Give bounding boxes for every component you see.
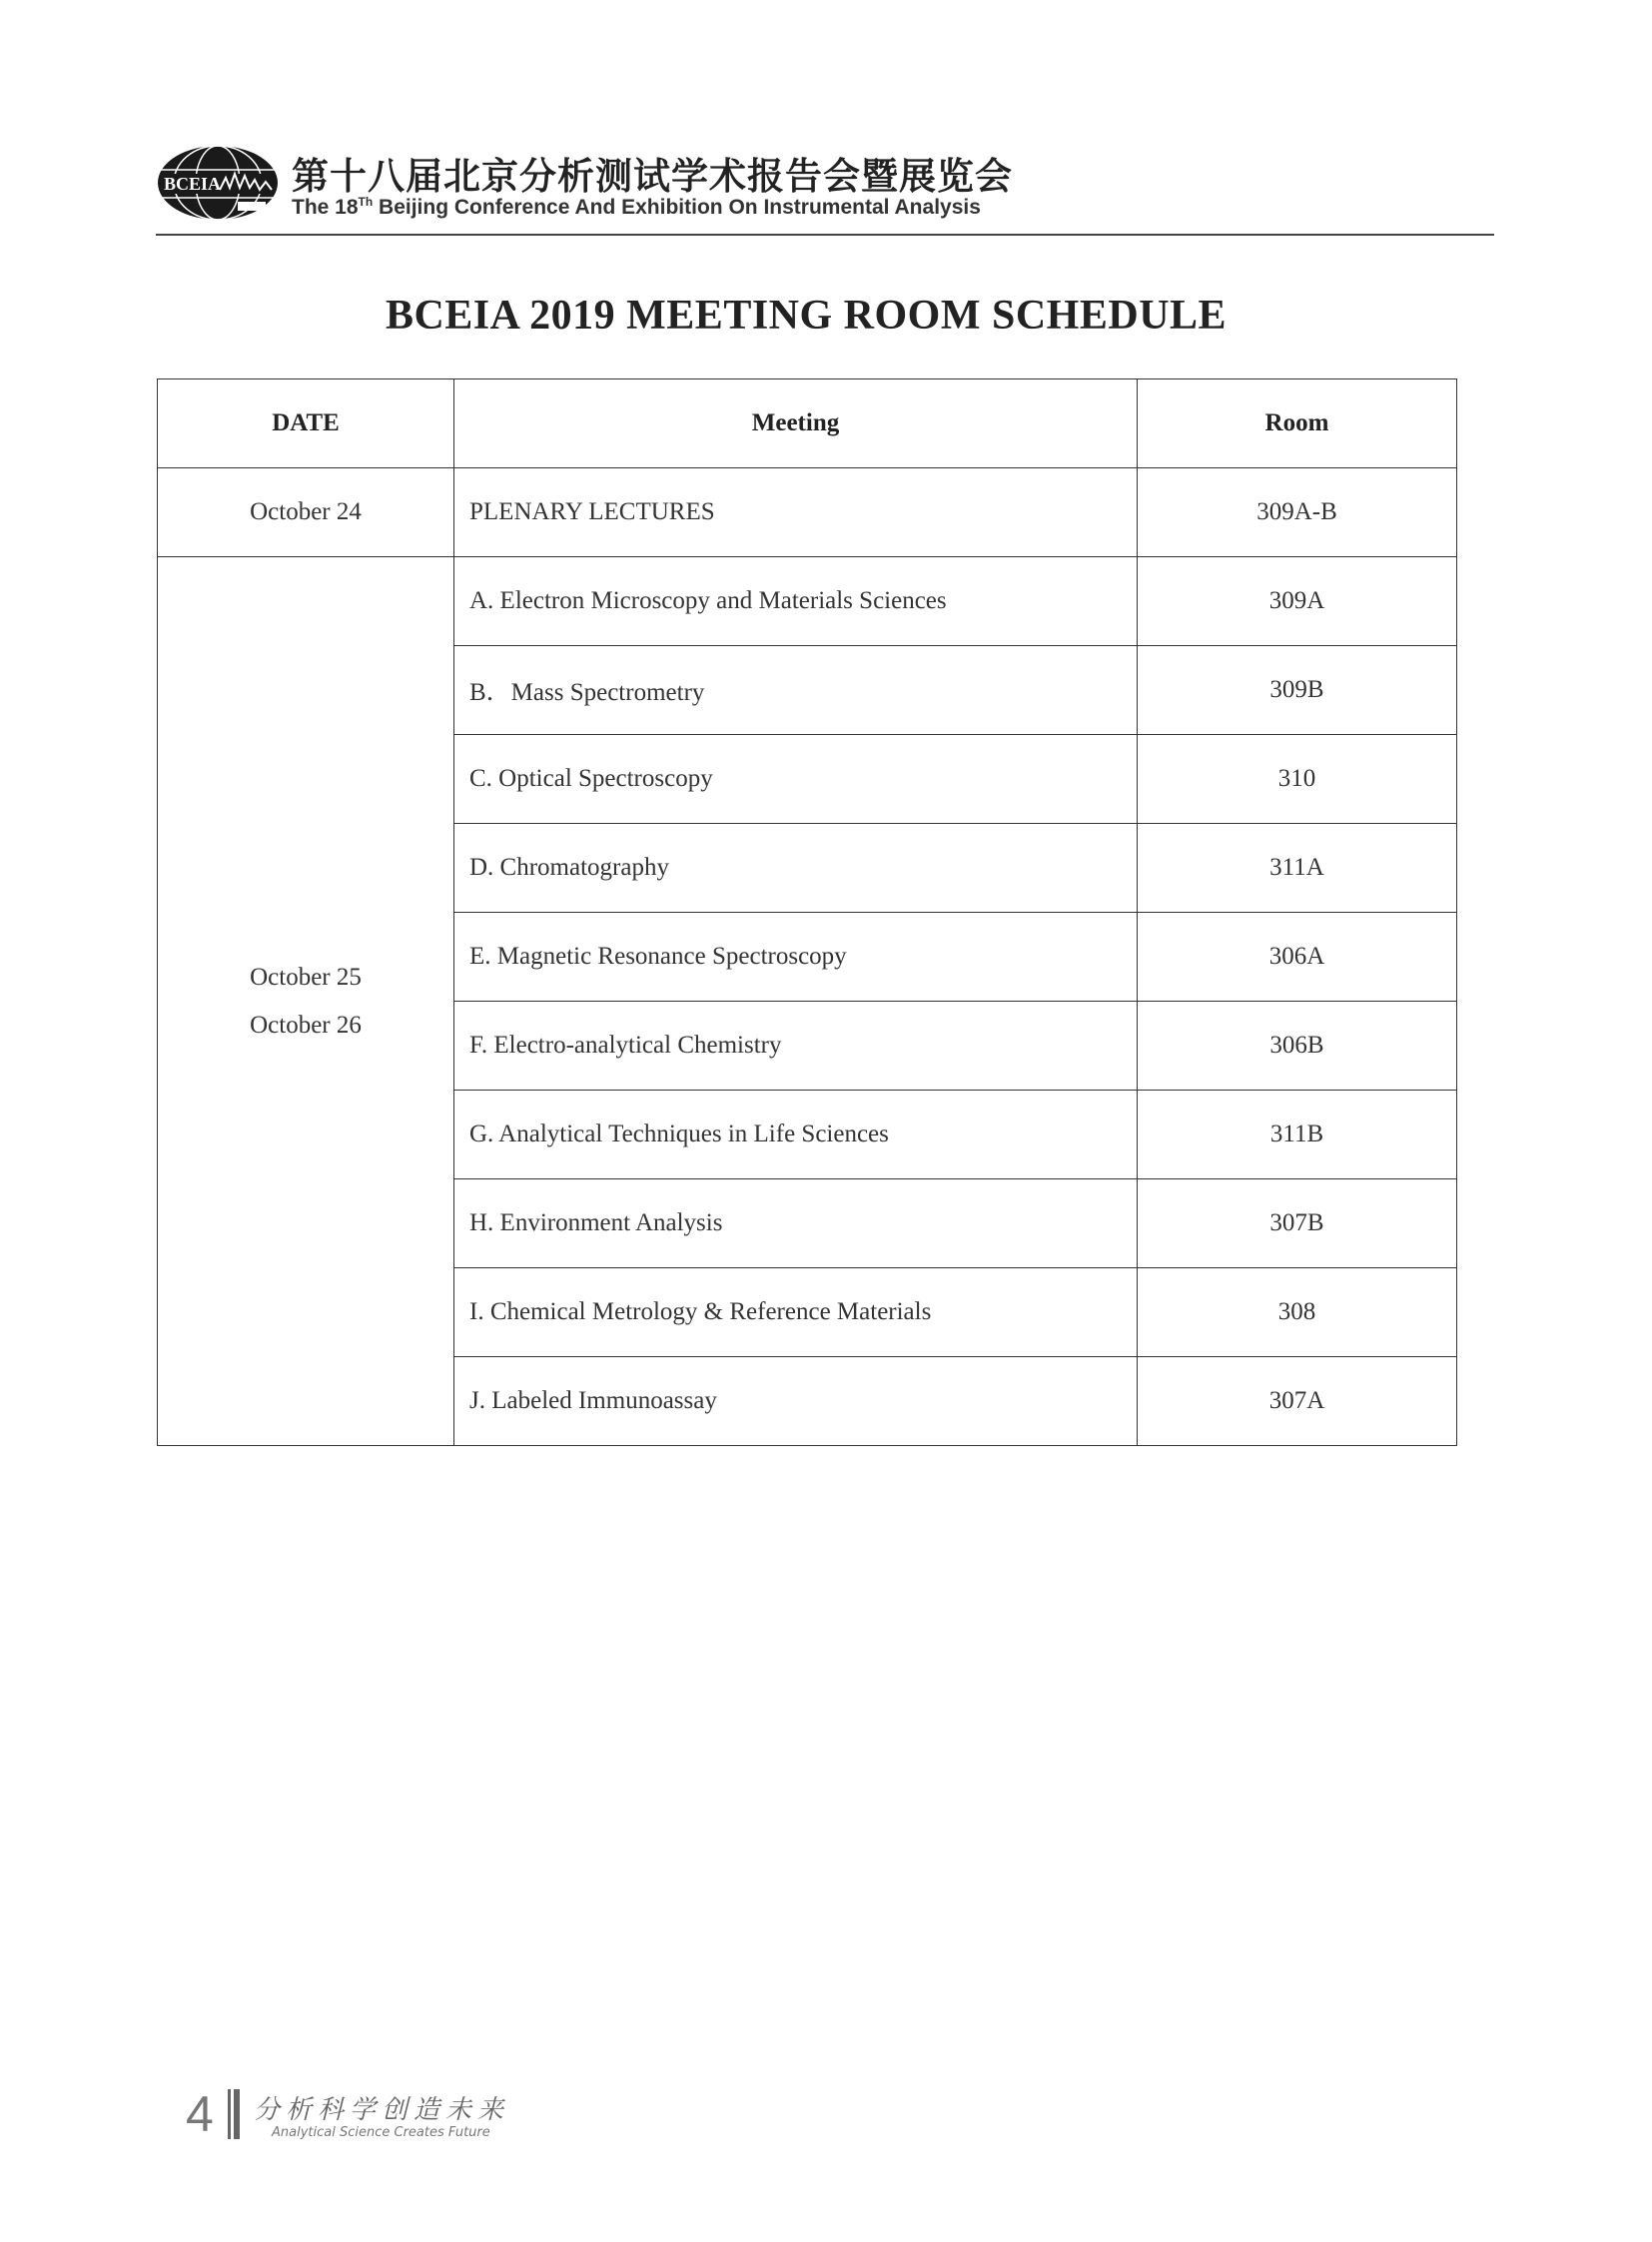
page-footer	[186, 2085, 585, 2155]
conference-title-cn: 第十八届北京分析测试学术报告会暨展览会	[292, 155, 1013, 198]
session-meeting: J. Labeled Immunoassay	[454, 1357, 1138, 1446]
page-title: BCEIA 2019 MEETING ROOM SCHEDULE	[385, 293, 1228, 339]
page-number: 4	[186, 2086, 214, 2142]
session-room: 311A	[1138, 824, 1457, 913]
table-row	[158, 468, 1457, 557]
footer-slogan-cn: 分析科学创造未来	[254, 2095, 510, 2125]
session-room: 311B	[1138, 1091, 1457, 1179]
conference-title-en: The 18Th Beijing Conference And Exhibition On Instrumental Analysis	[292, 195, 981, 219]
session-meeting: A. Electron Microscopy and Materials Sciences	[454, 557, 1138, 646]
session-meeting: G. Analytical Techniques in Life Sciences	[454, 1091, 1138, 1179]
footer-slogan-en: Analytical Science Creates Future	[272, 2125, 490, 2140]
session-meeting: I. Chemical Metrology & Reference Materials	[454, 1268, 1138, 1357]
logo-text: BCEIA	[164, 174, 222, 194]
schedule-table	[157, 378, 1457, 1446]
page-header	[156, 140, 1494, 234]
footer-bars-icon	[228, 2089, 242, 2139]
bceia-logo-icon	[156, 144, 281, 222]
sessions-date-cell	[158, 557, 454, 1446]
col-header-date: DATE	[158, 379, 454, 468]
session-room: 307B	[1138, 1179, 1457, 1268]
table-header-row	[158, 379, 1457, 468]
col-header-meeting: Meeting	[454, 379, 1138, 468]
session-room: 309A	[1138, 557, 1457, 646]
session-meeting: D. Chromatography	[454, 824, 1138, 913]
session-room: 307A	[1138, 1357, 1457, 1446]
session-room: 309B	[1138, 646, 1457, 735]
session-date: October 25	[250, 963, 362, 991]
session-room: 306A	[1138, 913, 1457, 1002]
header-divider	[156, 234, 1494, 236]
session-meeting: H. Environment Analysis	[454, 1179, 1138, 1268]
plenary-meeting: PLENARY LECTURES	[454, 468, 1138, 557]
col-header-room: Room	[1138, 379, 1457, 468]
session-room: 308	[1138, 1268, 1457, 1357]
table-row	[158, 557, 1457, 646]
session-meeting: C. Optical Spectroscopy	[454, 735, 1138, 824]
session-meeting: B．Mass Spectrometry	[454, 646, 1138, 735]
plenary-date: October 24	[158, 468, 454, 557]
session-date: October 26	[250, 1011, 362, 1039]
session-room: 310	[1138, 735, 1457, 824]
session-meeting: F. Electro-analytical Chemistry	[454, 1002, 1138, 1091]
session-meeting: E. Magnetic Resonance Spectroscopy	[454, 913, 1138, 1002]
plenary-room: 309A-B	[1138, 468, 1457, 557]
session-room: 306B	[1138, 1002, 1457, 1091]
